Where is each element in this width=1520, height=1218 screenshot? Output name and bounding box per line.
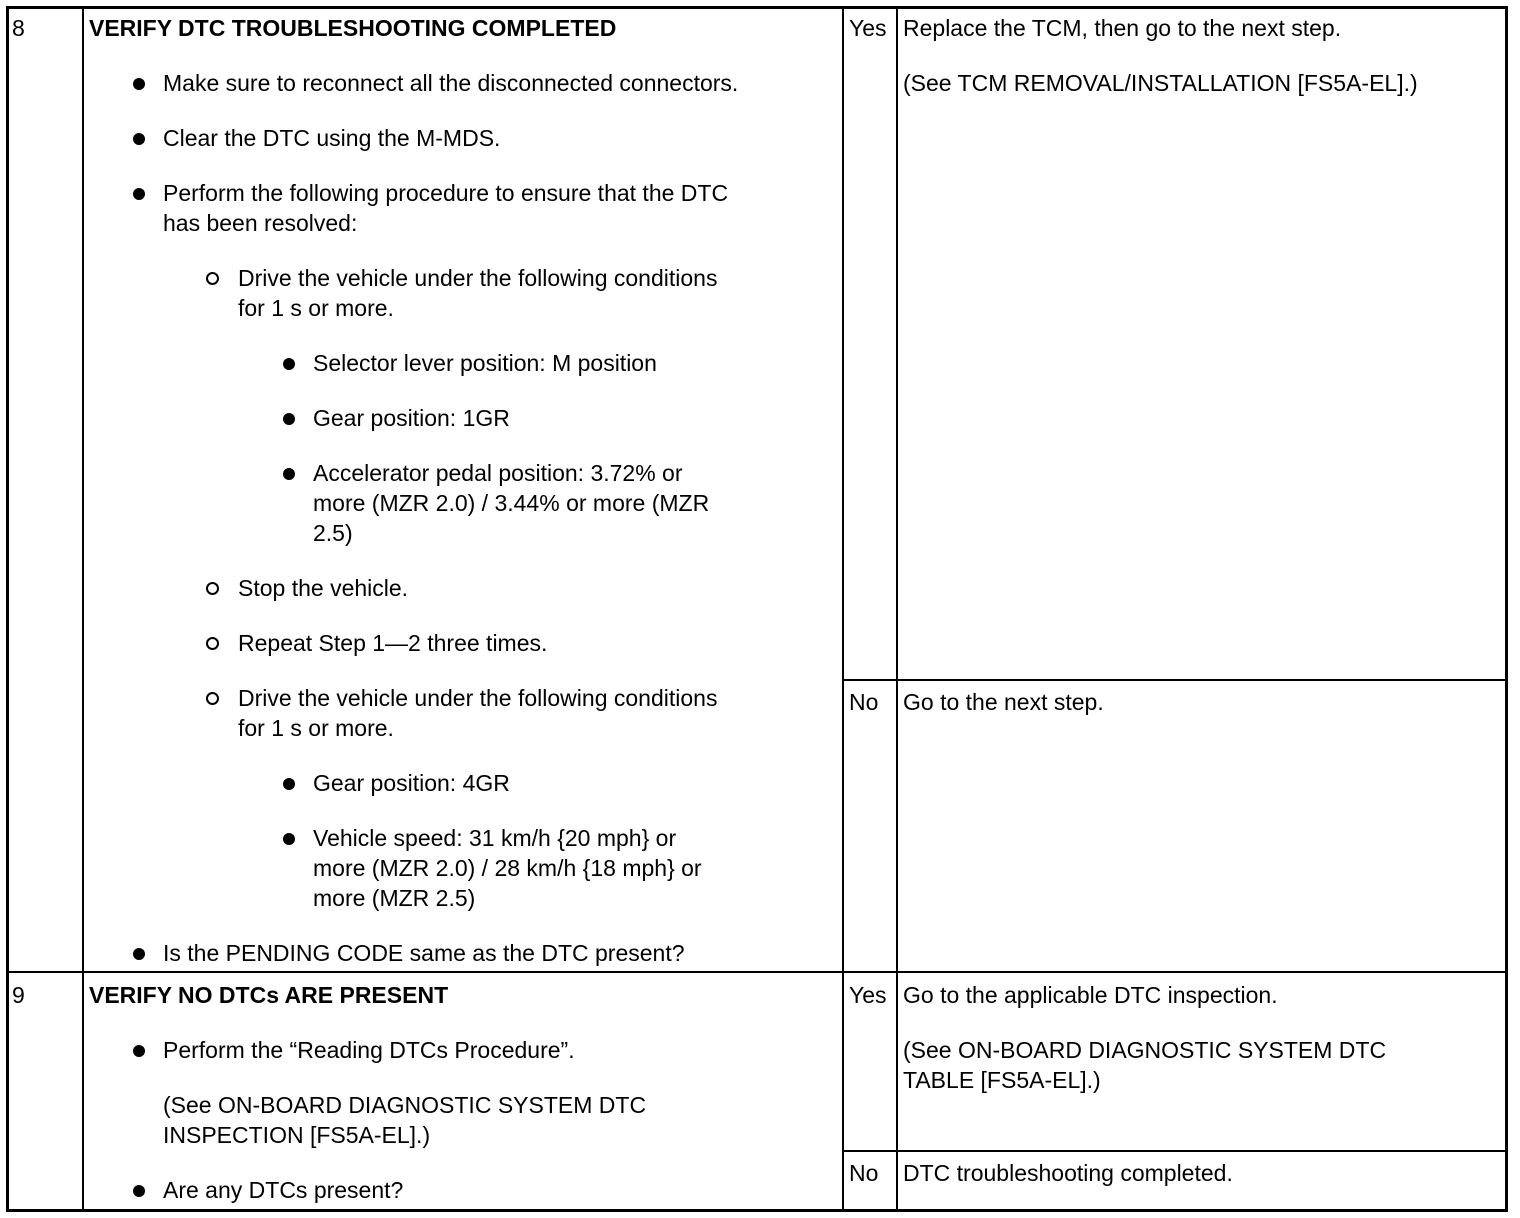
bullet (133, 1185, 145, 1197)
sub-sub-list-item-continuation: more (MZR 2.0) / 3.44% or more (MZR (313, 490, 710, 516)
bullet (283, 358, 295, 370)
list-item-reference: (See ON-BOARD DIAGNOSTIC SYSTEM DTC (163, 1092, 647, 1118)
bullet (133, 948, 145, 960)
sub-list-item-continuation: for 1 s or more. (238, 295, 394, 321)
sub-sub-list-item: Accelerator pedal position: 3.72% or (313, 460, 683, 486)
sub-bullet (206, 637, 219, 650)
list-item: Perform the following procedure to ensure that the DTC (163, 180, 729, 206)
column-divider-answer (842, 6, 844, 1212)
sub-sub-list-item: Gear position: 1GR (313, 405, 510, 431)
sub-bullet (206, 272, 219, 285)
sub-list-item: Stop the vehicle. (238, 575, 409, 601)
row-divider (6, 971, 1508, 973)
sub-sub-list-item: Gear position: 4GR (313, 770, 510, 796)
sub-sub-list-item-continuation: more (MZR 2.5) (313, 885, 476, 911)
column-divider-action (896, 6, 898, 1212)
bullet (133, 133, 145, 145)
list-item-continuation: has been resolved: (163, 210, 358, 236)
step-number: 9 (12, 982, 25, 1008)
bullet (283, 468, 295, 480)
sub-list-item: Repeat Step 1—2 three times. (238, 630, 548, 656)
bullet (283, 778, 295, 790)
column-divider-step (82, 6, 84, 1212)
yes-label: Yes (849, 982, 887, 1008)
bullet (133, 188, 145, 200)
sub-list-item-continuation: for 1 s or more. (238, 715, 394, 741)
question-item: Are any DTCs present? (163, 1177, 404, 1203)
list-item: Perform the “Reading DTCs Procedure”. (163, 1037, 575, 1063)
sub-list-item: Drive the vehicle under the following conditions (238, 265, 718, 291)
list-item: Clear the DTC using the M-MDS. (163, 125, 501, 151)
step-title: VERIFY DTC TROUBLESHOOTING COMPLETED (89, 15, 617, 41)
bullet (283, 413, 295, 425)
bullet (283, 833, 295, 845)
sub-sub-list-item: Selector lever position: M position (313, 350, 657, 376)
no-action: DTC troubleshooting completed. (903, 1160, 1233, 1186)
step-title: VERIFY NO DTCs ARE PRESENT (89, 982, 449, 1008)
no-label: No (849, 689, 879, 715)
no-label: No (849, 1160, 879, 1186)
sub-bullet (206, 692, 219, 705)
question-item: Is the PENDING CODE same as the DTC present? (163, 940, 685, 966)
yes-action-reference: TABLE [FS5A-EL].) (903, 1067, 1101, 1093)
sub-sub-list-item-continuation: 2.5) (313, 520, 353, 546)
table-border-right (1505, 6, 1508, 1212)
step-number: 8 (12, 15, 25, 41)
list-item-reference: INSPECTION [FS5A-EL].) (163, 1122, 431, 1148)
yes-action-reference: (See ON-BOARD DIAGNOSTIC SYSTEM DTC (903, 1037, 1387, 1063)
no-action: Go to the next step. (903, 689, 1104, 715)
table-border-left (6, 6, 9, 1212)
sub-sub-list-item: Vehicle speed: 31 km/h {20 mph} or (313, 825, 677, 851)
bullet (133, 78, 145, 90)
bullet (133, 1045, 145, 1057)
yes-action: Replace the TCM, then go to the next step. (903, 15, 1342, 41)
sub-list-item: Drive the vehicle under the following conditions (238, 685, 718, 711)
yes-action: Go to the applicable DTC inspection. (903, 982, 1278, 1008)
yes-no-divider-row8 (842, 679, 1508, 681)
table-border-bottom (6, 1209, 1508, 1212)
list-item: Make sure to reconnect all the disconnected connectors. (163, 70, 739, 96)
sub-sub-list-item-continuation: more (MZR 2.0) / 28 km/h {18 mph} or (313, 855, 702, 881)
yes-action-reference: (See TCM REMOVAL/INSTALLATION [FS5A-EL].) (903, 70, 1418, 96)
sub-bullet (206, 582, 219, 595)
table-border-top (6, 6, 1508, 9)
yes-no-divider-row9 (842, 1150, 1508, 1152)
yes-label: Yes (849, 15, 887, 41)
